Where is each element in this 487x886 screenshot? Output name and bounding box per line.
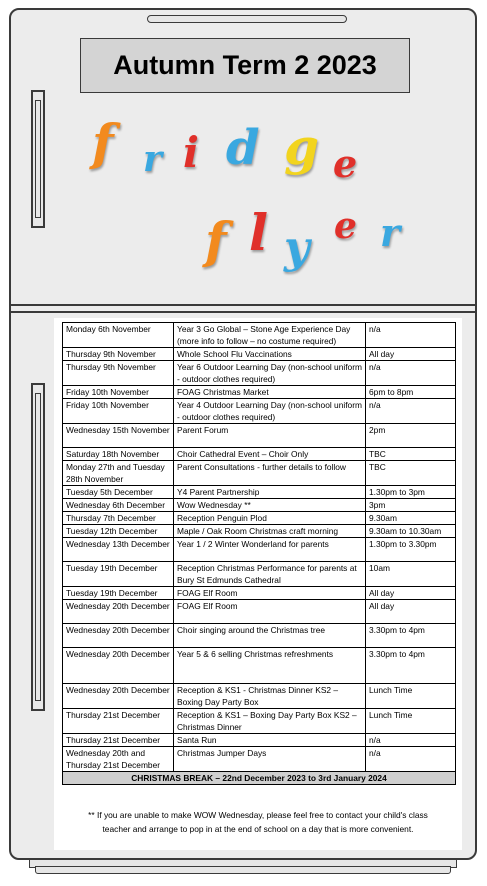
event-date: Saturday 18th November [63,448,174,461]
title-banner [80,38,410,93]
event-time: All day [366,600,456,624]
event-event: Christmas Jumper Days [174,747,366,772]
event-date: Wednesday 20th December [63,684,174,709]
event-time: n/a [366,399,456,424]
door-divider [10,311,476,313]
logo-letter: r [143,138,162,180]
table-row [63,512,456,525]
table-row [63,399,456,424]
page-title: Autumn Term 2 2023 [113,50,377,80]
christmas-break: CHRISTMAS BREAK – 22nd December 2023 to 3rd January 2024 [63,772,456,785]
table-row [63,486,456,499]
event-event: FOAG Elf Room [174,587,366,600]
event-date: Wednesday 20th December [63,648,174,684]
event-event: FOAG Christmas Market [174,386,366,399]
logo-letter: f [205,211,227,270]
event-date: Wednesday 13th December [63,538,174,562]
event-time: Lunch Time [366,684,456,709]
event-time: TBC [366,448,456,461]
event-event: Wow Wednesday ** [174,499,366,512]
table-row [63,648,456,684]
logo-letter: d [226,120,260,176]
event-date: Thursday 7th December [63,512,174,525]
logo-letter: r [380,210,401,255]
table-row [63,562,456,587]
event-event: Year 6 Outdoor Learning Day (non-school uniform - outdoor clothes required) [174,361,366,386]
event-event: Whole School Flu Vaccinations [174,348,366,361]
table-row [63,348,456,361]
table-row [63,386,456,399]
event-event: Reception & KS1 – Boxing Day Party Box KS2 – Christmas Dinner [174,709,366,734]
event-date: Thursday 21st December [63,709,174,734]
event-event: Santa Run [174,734,366,747]
event-date: Thursday 21st December [63,734,174,747]
event-time: Lunch Time [366,709,456,734]
fridge-plinth [35,866,451,874]
event-time: 6pm to 8pm [366,386,456,399]
table-row [63,424,456,448]
table-row [63,323,456,348]
event-event: Choir singing around the Christmas tree [174,624,366,648]
event-date: Thursday 9th November [63,348,174,361]
event-date: Friday 10th November [63,399,174,424]
logo-letter: e [334,205,357,247]
event-time: 2pm [366,424,456,448]
fridge-handle [31,383,45,711]
event-time: All day [366,348,456,361]
event-time: TBC [366,461,456,486]
event-event: FOAG Elf Room [174,600,366,624]
event-time: 9.30am to 10.30am [366,525,456,538]
table-row [63,747,456,772]
event-event: Reception & KS1 - Christmas Dinner KS2 – Boxing Day Party Box [174,684,366,709]
event-time: n/a [366,734,456,747]
events-table [62,322,456,785]
table-row [63,624,456,648]
event-date: Thursday 9th November [63,361,174,386]
event-event: Year 3 Go Global – Stone Age Experience Day (more info to follow – no costume required) [174,323,366,348]
table-row [63,361,456,386]
event-time: n/a [366,323,456,348]
logo-letter: e [333,141,358,186]
event-event: Parent Forum [174,424,366,448]
event-date: Tuesday 5th December [63,486,174,499]
event-date: Wednesday 20th December [63,624,174,648]
event-time: n/a [366,361,456,386]
event-time: 1.30pm to 3pm [366,486,456,499]
event-date: Monday 27th and Tuesday 28th November [63,461,174,486]
event-date: Wednesday 15th November [63,424,174,448]
event-date: Friday 10th November [63,386,174,399]
logo-letter: f [92,113,114,172]
table-row [63,600,456,624]
logo-letter: i [183,128,199,177]
event-time: 9.30am [366,512,456,525]
table-row [63,499,456,512]
logo-letter: g [284,117,319,176]
event-event: Reception Christmas Performance for parents at Bury St Edmunds Cathedral [174,562,366,587]
event-time: n/a [366,747,456,772]
event-date: Tuesday 19th December [63,587,174,600]
event-event: Y4 Parent Partnership [174,486,366,499]
event-time: All day [366,587,456,600]
event-date: Tuesday 12th December [63,525,174,538]
table-row [63,684,456,709]
event-event: Choir Cathedral Event – Choir Only [174,448,366,461]
event-time: 3.30pm to 4pm [366,624,456,648]
logo-letter: y [284,222,310,273]
schedule-sheet [54,318,462,850]
christmas-break-row [63,772,456,785]
table-row [63,709,456,734]
freezer-handle [31,90,45,228]
table-row [63,448,456,461]
table-row [63,461,456,486]
event-date: Wednesday 20th and Thursday 21st December [63,747,174,772]
event-date: Tuesday 19th December [63,562,174,587]
table-row [63,525,456,538]
table-row [63,734,456,747]
event-time: 10am [366,562,456,587]
event-event: Reception Penguin Plod [174,512,366,525]
event-time: 3pm [366,499,456,512]
event-date: Wednesday 6th December [63,499,174,512]
event-date: Wednesday 20th December [63,600,174,624]
footnote: ** If you are unable to make WOW Wednesday, please feel free to contact your child's class teacher and arrange to pop in at the end of school on a day that is more convenient. [88,810,428,834]
event-event: Year 4 Outdoor Learning Day (non-school uniform - outdoor clothes required) [174,399,366,424]
event-date: Monday 6th November [63,323,174,348]
event-event: Year 1 / 2 Winter Wonderland for parents [174,538,366,562]
logo-letter: l [249,203,268,262]
event-time: 3.30pm to 4pm [366,648,456,684]
event-event: Parent Consultations - further details to follow [174,461,366,486]
table-row [63,538,456,562]
event-event: Year 5 & 6 selling Christmas refreshments [174,648,366,684]
event-time: 1.30pm to 3.30pm [366,538,456,562]
event-event: Maple / Oak Room Christmas craft morning [174,525,366,538]
table-row [63,587,456,600]
